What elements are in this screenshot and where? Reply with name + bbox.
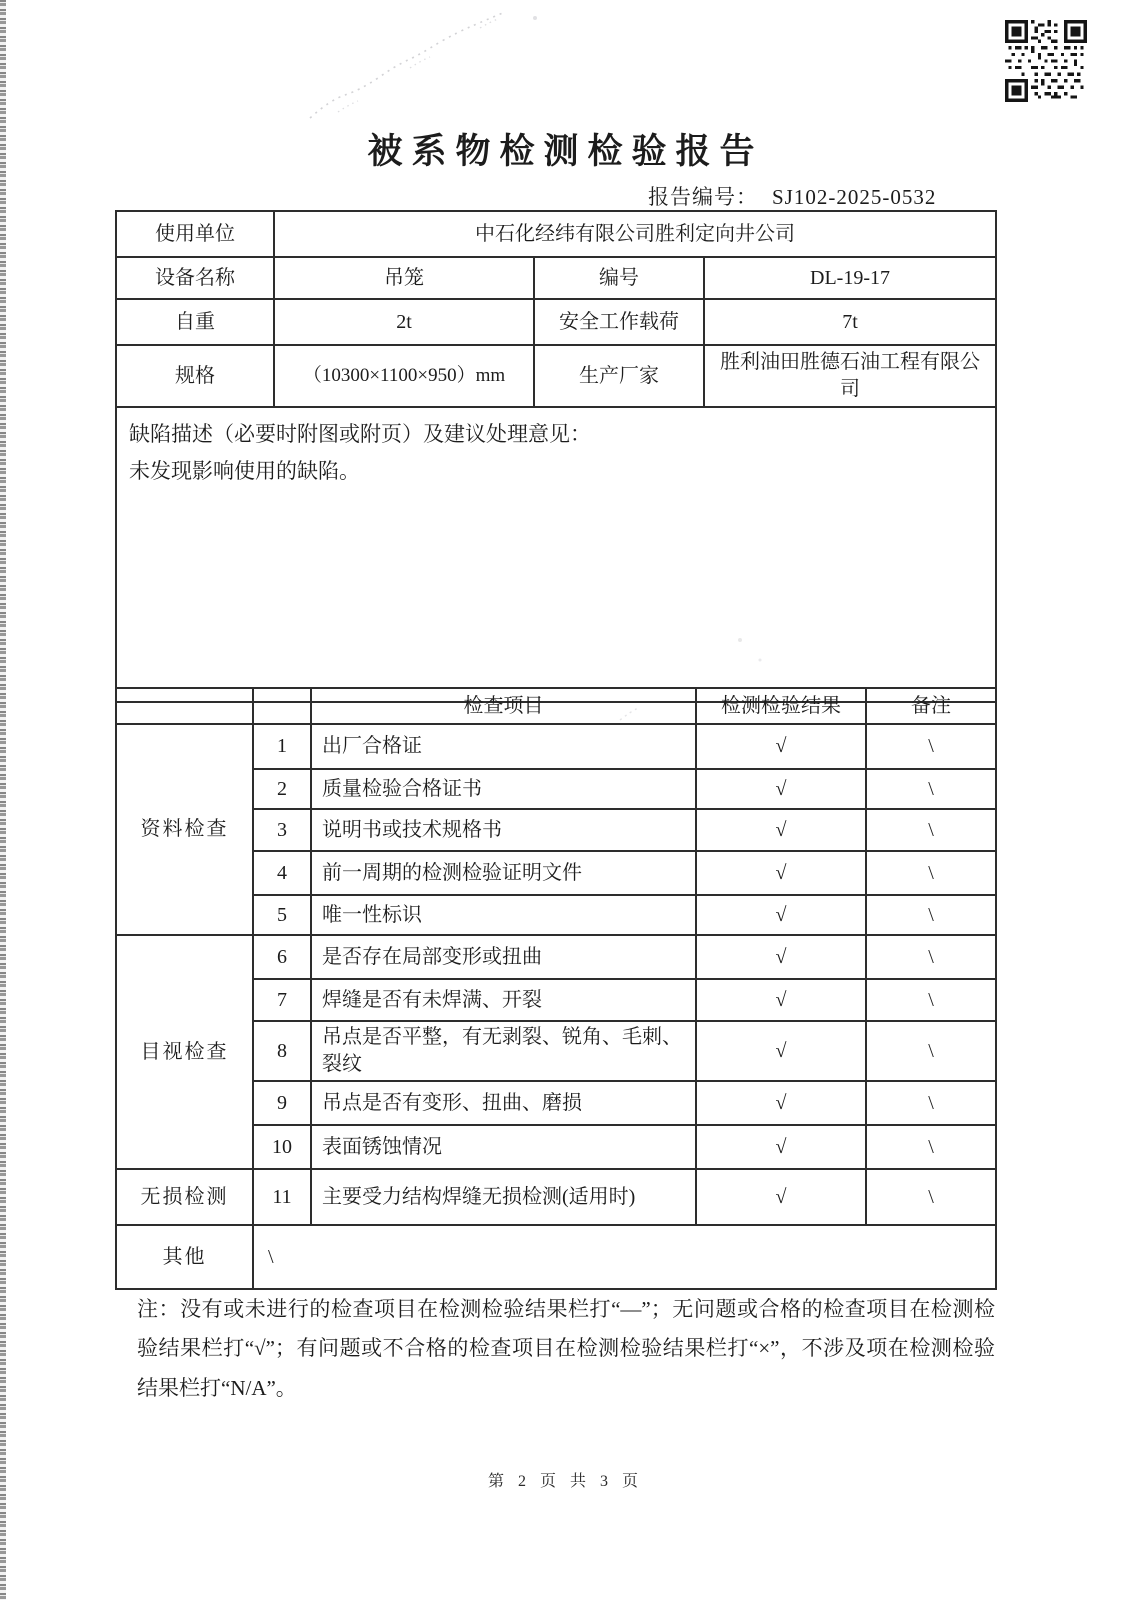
item-result: √ <box>696 979 866 1021</box>
item-remark: \ <box>866 851 996 895</box>
note-text: 注：没有或未进行的检查项目在检测检验结果栏打“—”；无问题或合格的检查项目在检测检验结果栏打“√”；有问题或不合格的检查项目在检测检验结果栏打“×”，不涉及项在检测检验结果栏打“N/A”。 <box>137 1297 995 1400</box>
info-label-device-name: 设备名称 <box>116 257 274 299</box>
category-document-check: 资料检查 <box>116 724 253 935</box>
item-remark: \ <box>866 1021 996 1081</box>
info-value-manufacturer: 胜利油田胜德石油工程有限公司 <box>704 345 996 407</box>
category-visual-check: 目视检查 <box>116 935 253 1169</box>
table-header-row <box>116 688 996 724</box>
item-number: 11 <box>253 1169 311 1225</box>
item-result: √ <box>696 851 866 895</box>
table-row <box>116 1169 996 1225</box>
item-name: 出厂合格证 <box>311 724 696 769</box>
header-item: 检查项目 <box>311 688 696 724</box>
item-result: √ <box>696 1125 866 1169</box>
category-other: 其他 <box>116 1225 253 1289</box>
scan-edge-artifact <box>0 0 6 1600</box>
table-row <box>116 299 996 345</box>
item-name: 说明书或技术规格书 <box>311 809 696 851</box>
item-remark: \ <box>866 979 996 1021</box>
item-number: 3 <box>253 809 311 851</box>
item-name: 唯一性标识 <box>311 895 696 935</box>
info-value-serial: DL-19-17 <box>704 257 996 299</box>
item-number: 5 <box>253 895 311 935</box>
page-title: 被系物检测检验报告 <box>367 132 764 171</box>
item-number: 7 <box>253 979 311 1021</box>
item-remark: \ <box>866 1125 996 1169</box>
item-name: 是否存在局部变形或扭曲 <box>311 935 696 979</box>
item-number: 4 <box>253 851 311 895</box>
table-row <box>116 257 996 299</box>
item-result: √ <box>696 809 866 851</box>
item-result: √ <box>696 1169 866 1225</box>
item-remark: \ <box>866 935 996 979</box>
item-result: √ <box>696 935 866 979</box>
report-number-value: SJ102-2025-0532 <box>772 185 937 209</box>
item-remark: \ <box>866 724 996 769</box>
defect-description-cell <box>116 407 996 702</box>
item-name: 吊点是否有变形、扭曲、磨损 <box>311 1081 696 1125</box>
item-number: 2 <box>253 769 311 809</box>
item-remark: \ <box>866 809 996 851</box>
info-value-swl: 7t <box>704 299 996 345</box>
report-number <box>648 181 936 211</box>
item-number: 8 <box>253 1021 311 1081</box>
info-label-swl: 安全工作载荷 <box>534 299 704 345</box>
handwriting-artifact <box>290 0 550 130</box>
table-row <box>116 935 996 979</box>
info-value-device-name: 吊笼 <box>274 257 534 299</box>
item-name: 质量检验合格证书 <box>311 769 696 809</box>
item-name: 吊点是否平整，有无剥裂、锐角、毛刺、裂纹 <box>311 1021 696 1081</box>
item-remark: \ <box>866 769 996 809</box>
equipment-info-table <box>115 210 997 703</box>
info-label-spec: 规格 <box>116 345 274 407</box>
item-remark: \ <box>866 1081 996 1125</box>
header-category-blank <box>116 688 253 724</box>
table-row <box>116 407 996 702</box>
defect-description-content: 未发现影响使用的缺陷。 <box>129 458 360 483</box>
item-result: √ <box>696 1021 866 1081</box>
info-value-user-unit: 中石化经纬有限公司胜利定向井公司 <box>274 211 996 257</box>
info-label-manufacturer: 生产厂家 <box>534 345 704 407</box>
item-result: √ <box>696 1081 866 1125</box>
table-row <box>116 345 996 407</box>
item-name: 前一周期的检测检验证明文件 <box>311 851 696 895</box>
table-row <box>116 1225 996 1289</box>
info-value-spec: （10300×1100×950）mm <box>274 345 534 407</box>
report-number-label: 报告编号： <box>648 185 758 209</box>
item-result: √ <box>696 895 866 935</box>
item-name: 主要受力结构焊缝无损检测(适用时) <box>311 1169 696 1225</box>
page-footer: 第 2 页 共 3 页 <box>487 1473 643 1490</box>
other-value: \ <box>253 1225 996 1289</box>
info-label-user-unit: 使用单位 <box>116 211 274 257</box>
item-result: √ <box>696 769 866 809</box>
item-number: 6 <box>253 935 311 979</box>
info-value-self-weight: 2t <box>274 299 534 345</box>
header-result: 检测检验结果 <box>696 688 866 724</box>
item-result: √ <box>696 724 866 769</box>
item-name: 表面锈蚀情况 <box>311 1125 696 1169</box>
header-remark: 备注 <box>866 688 996 724</box>
item-remark: \ <box>866 895 996 935</box>
defect-description-title: 缺陷描述（必要时附图或附页）及建议处理意见： <box>129 422 591 446</box>
info-label-self-weight: 自重 <box>116 299 274 345</box>
inspection-table <box>115 687 997 1290</box>
table-row <box>116 724 996 769</box>
item-number: 1 <box>253 724 311 769</box>
category-ndt: 无损检测 <box>116 1169 253 1225</box>
table-row <box>116 211 996 257</box>
qr-code <box>1005 20 1087 102</box>
item-number: 10 <box>253 1125 311 1169</box>
item-number: 9 <box>253 1081 311 1125</box>
item-name: 焊缝是否有未焊满、开裂 <box>311 979 696 1021</box>
item-remark: \ <box>866 1169 996 1225</box>
header-number-blank <box>253 688 311 724</box>
info-label-serial: 编号 <box>534 257 704 299</box>
qr-code-image <box>1005 20 1087 102</box>
